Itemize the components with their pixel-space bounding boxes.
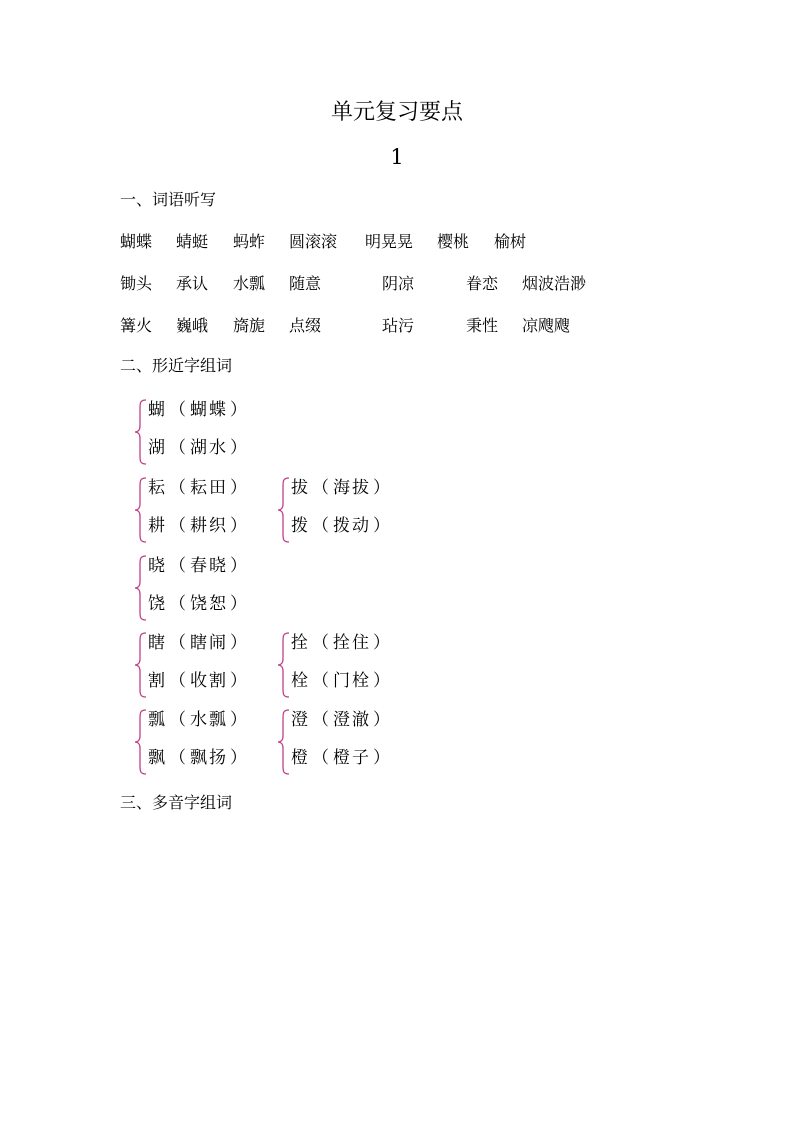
pair-word: 飘扬 <box>190 748 228 768</box>
pair-line: 晓 （ 春晓 ） <box>148 556 249 576</box>
similar-char-pair <box>134 553 264 623</box>
pair-line: 瞎 （ 瞎闹 ） <box>148 633 249 653</box>
word-item: 随意 <box>289 274 322 293</box>
word-item: 蚂蚱 <box>233 232 266 251</box>
pair-line: 瓢 （ 水瓢 ） <box>148 710 249 730</box>
word-item: 蝴蝶 <box>120 232 153 251</box>
pair-word: 拨动 <box>333 516 371 536</box>
pair-char: 湖 <box>148 438 167 458</box>
similar-char-pair <box>134 475 264 545</box>
pair-word: 湖水 <box>190 438 228 458</box>
word-item: 水瓢 <box>233 274 266 293</box>
word-item: 榆树 <box>494 232 527 251</box>
brace-icon <box>134 477 148 543</box>
pair-word: 耕织 <box>190 516 228 536</box>
word-item: 蜻蜓 <box>176 232 209 251</box>
word-item: 秉性 <box>466 316 499 335</box>
pair-char: 饶 <box>148 594 167 614</box>
pair-line: 蝴 （ 蝴蝶 ） <box>148 400 249 420</box>
pair-word: 蝴蝶 <box>190 400 228 420</box>
pair-line: 橙 （ 橙子 ） <box>291 748 392 768</box>
pair-word: 饶恕 <box>190 594 228 614</box>
pair-char: 栓 <box>291 671 310 691</box>
word-item: 锄头 <box>120 274 153 293</box>
pair-line: 湖 （ 湖水 ） <box>148 438 249 458</box>
pair-word: 春晓 <box>190 556 228 576</box>
pair-char: 澄 <box>291 710 310 730</box>
word-item: 阴凉 <box>382 274 415 293</box>
pair-char: 拔 <box>291 478 310 498</box>
word-item: 玷污 <box>382 316 415 335</box>
pair-char: 拴 <box>291 633 310 653</box>
unit-number: 1 <box>390 145 404 169</box>
pair-char: 瓢 <box>148 710 167 730</box>
pair-char: 飘 <box>148 748 167 768</box>
similar-char-pair <box>277 707 407 777</box>
pair-char: 耘 <box>148 478 167 498</box>
pair-char: 耕 <box>148 516 167 536</box>
pair-char: 瞎 <box>148 633 167 653</box>
brace-icon <box>134 709 148 775</box>
word-item: 凉飕飕 <box>522 316 571 335</box>
word-item: 点缀 <box>289 316 322 335</box>
word-item: 樱桃 <box>437 232 470 251</box>
pair-line: 澄 （ 澄澈 ） <box>291 710 392 730</box>
pair-word: 瞎闹 <box>190 633 228 653</box>
word-item: 烟波浩渺 <box>522 274 587 293</box>
pair-word: 耘田 <box>190 478 228 498</box>
word-item: 旖旎 <box>233 316 266 335</box>
brace-icon <box>134 399 148 465</box>
section-heading-similar-chars: 二、形近字组词 <box>120 356 233 375</box>
pair-word: 门栓 <box>333 671 371 691</box>
similar-char-pair <box>277 630 407 700</box>
pair-char: 橙 <box>291 748 310 768</box>
word-item: 眷恋 <box>466 274 499 293</box>
pair-line: 饶 （ 饶恕 ） <box>148 594 249 614</box>
word-item: 巍峨 <box>176 316 209 335</box>
brace-icon <box>134 555 148 621</box>
brace-icon <box>134 632 148 698</box>
word-item: 篝火 <box>120 316 153 335</box>
pair-char: 割 <box>148 671 167 691</box>
pair-char: 拨 <box>291 516 310 536</box>
brace-icon <box>277 632 291 698</box>
pair-word: 橙子 <box>333 748 371 768</box>
brace-icon <box>277 477 291 543</box>
pair-line: 拨 （ 拨动 ） <box>291 516 392 536</box>
pair-word: 海拔 <box>333 478 371 498</box>
brace-icon <box>277 709 291 775</box>
similar-char-pair <box>134 707 264 777</box>
pair-line: 拔 （ 海拔 ） <box>291 478 392 498</box>
pair-char: 蝴 <box>148 400 167 420</box>
pair-line: 飘 （ 飘扬 ） <box>148 748 249 768</box>
pair-word: 水瓢 <box>190 710 228 730</box>
pair-line: 栓 （ 门栓 ） <box>291 671 392 691</box>
word-item: 圆滚滚 <box>289 232 338 251</box>
pair-line: 拴 （ 拴住 ） <box>291 633 392 653</box>
similar-char-pair <box>277 475 407 545</box>
pair-char: 晓 <box>148 556 167 576</box>
similar-char-pair <box>134 630 264 700</box>
pair-line: 耕 （ 耕织 ） <box>148 516 249 536</box>
pair-word: 澄澈 <box>333 710 371 730</box>
pair-line: 割 （ 收割 ） <box>148 671 249 691</box>
similar-char-pair <box>134 397 264 467</box>
word-item: 明晃晃 <box>365 232 414 251</box>
pair-word: 拴住 <box>333 633 371 653</box>
pair-line: 耘 （ 耘田 ） <box>148 478 249 498</box>
section-heading-dictation: 一、词语听写 <box>120 190 217 209</box>
section-heading-polyphones: 三、多音字组词 <box>120 793 233 812</box>
word-item: 承认 <box>176 274 209 293</box>
pair-word: 收割 <box>190 671 228 691</box>
page-title: 单元复习要点 <box>330 100 463 125</box>
